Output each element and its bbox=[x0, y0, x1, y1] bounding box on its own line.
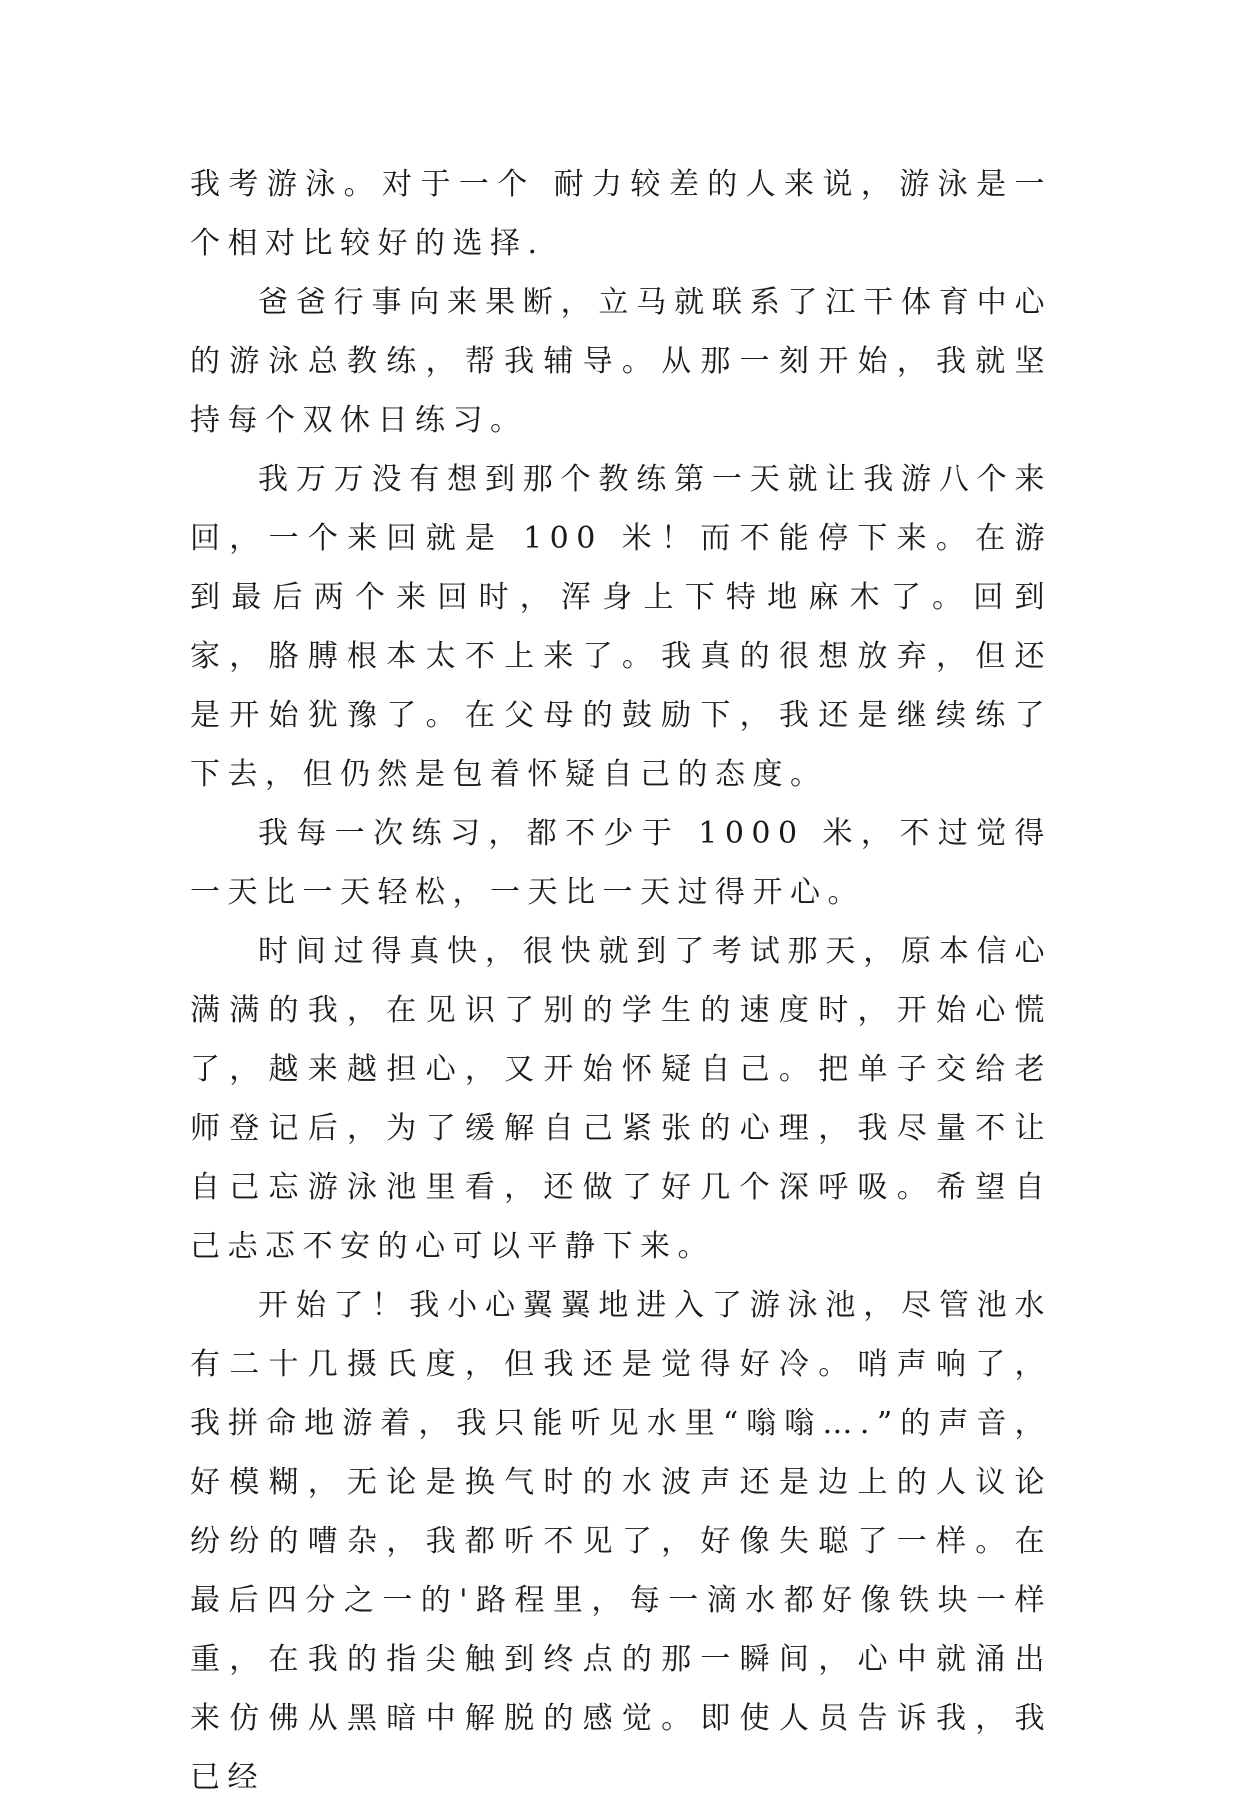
document-body bbox=[190, 155, 1052, 1807]
paragraph-3: 我万万没有想到那个教练第一天就让我游八个来回，一个来回就是 100 米！而不能停下来。在游到最后两个来回时，浑身上下特地麻木了。回到家，胳膊根本太不上来了。我真的很想放弃，但还是开始犹豫了。在父母的鼓励下，我还是继续练了下去，但仍然是包着怀疑自己的态度。 bbox=[190, 462, 1052, 792]
paragraph-6: 开始了！我小心翼翼地进入了游泳池，尽管池水有二十几摄氏度，但我还是觉得好冷。哨声响了，我拼命地游着，我只能听见水里“嗡嗡….”的声音，好模糊，无论是换气时的水波声还是边上的人议论纷纷的嘈杂，我都听不见了，好像失聪了一样。在最后四分之一的'路程里，每一滴水都好像铁块一样重，在我的指尖触到终点的那一瞬间，心中就涌出来仿佛从黑暗中解脱的感觉。即使人员告诉我，我已经 bbox=[190, 1288, 1052, 1795]
paragraph-2: 爸爸行事向来果断，立马就联系了江干体育中心的游泳总教练，帮我辅导。从那一刻开始，我就坚持每个双休日练习。 bbox=[190, 285, 1052, 438]
paragraph-1: 我考游泳。对于一个 耐力较差的人来说，游泳是一个相对比较好的选择. bbox=[190, 167, 1052, 261]
paragraph-4: 我每一次练习，都不少于 1000 米，不过觉得一天比一天轻松，一天比一天过得开心。 bbox=[190, 816, 1052, 910]
paragraph-5: 时间过得真快，很快就到了考试那天，原本信心满满的我，在见识了别的学生的速度时，开始心慌了，越来越担心，又开始怀疑自己。把单子交给老师登记后，为了缓解自己紧张的心理，我尽量不让自己忘游泳池里看，还做了好几个深呼吸。希望自己忐忑不安的心可以平静下来。 bbox=[190, 934, 1052, 1264]
